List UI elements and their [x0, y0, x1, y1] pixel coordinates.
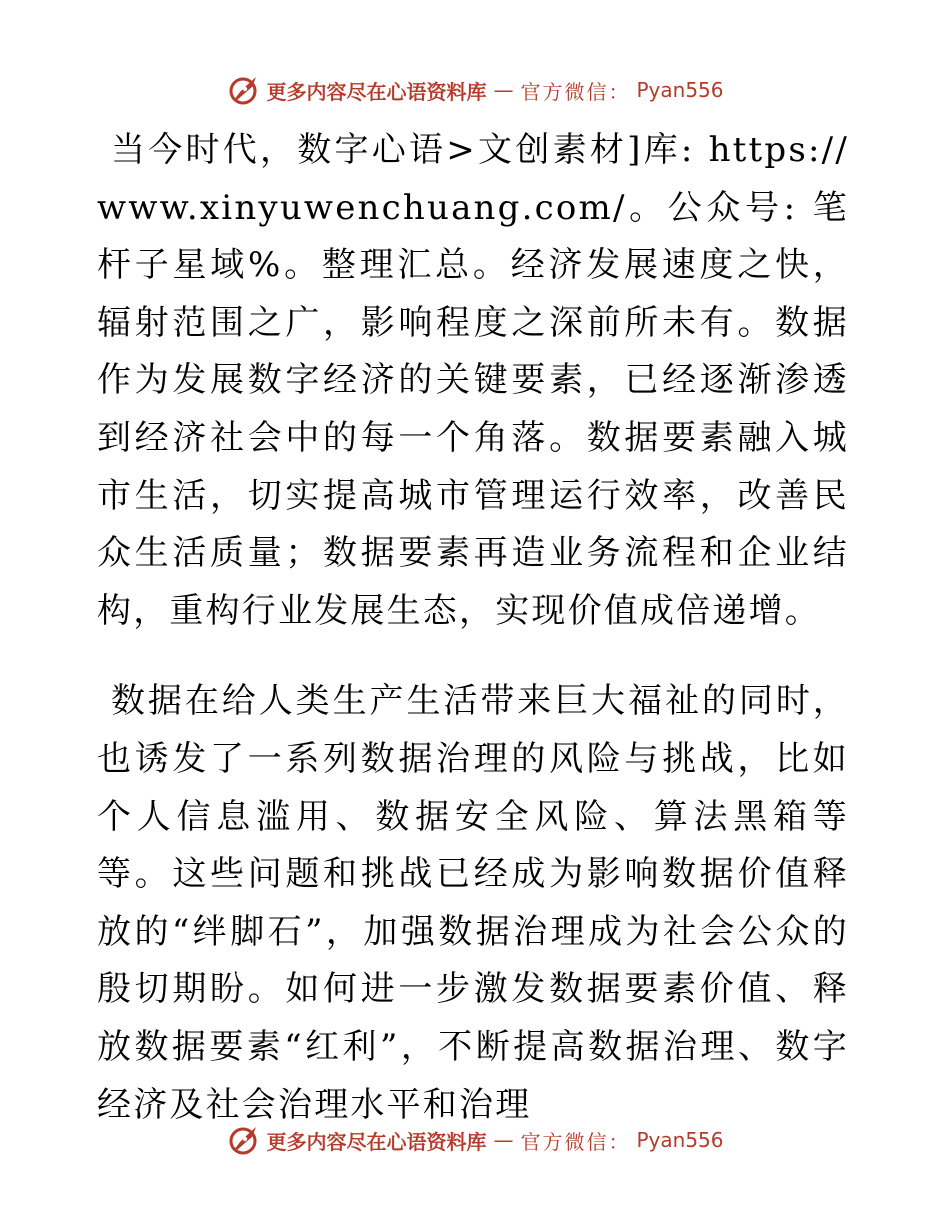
banner-wechat-id: Pyan556 — [636, 1128, 724, 1152]
banner-wechat-label: 官方微信： — [520, 79, 631, 104]
document-body — [97, 122, 849, 1134]
header-banner — [0, 70, 950, 110]
banner-wechat-label: 官方微信： — [520, 1129, 631, 1154]
pen-nib-logo-icon — [226, 73, 260, 107]
banner-dash: — — [493, 1128, 514, 1152]
banner-dash: — — [493, 78, 514, 102]
banner-main-text: 更多内容尽在心语资料库 — [266, 1129, 487, 1154]
pen-nib-logo-icon — [226, 1123, 260, 1157]
paragraph-1: 当今时代，数字心语>文创素材]库: https://www.xinyuwenchuang.com/。公众号: 笔杆子星域%。整理汇总。经济发展速度之快，辐射范围之广，影响程度之深前所未有。数据作为发展数字经济的关键要素，已经逐渐渗透到经济社会中的每一个角落。数据要素融入城市生活，切实提高城市管理运行效率，改善民众生活质量；数据要素再造业务流程和企业结构，重构行业发展生态，实现价值成倍递增。 — [97, 130, 849, 631]
paragraph-2: 数据在给人类生产生活带来巨大福祉的同时，也诱发了一系列数据治理的风险与挑战，比如个人信息滥用、数据安全风险、算法黑箱等等。这些问题和挑战已经成为影响数据价值释放的“绊脚石”，加强数据治理成为社会公众的殷切期盼。如何进一步激发数据要素价值、释放数据要素“红利”，不断提高数据治理、数字经济及社会治理水平和治理 — [97, 681, 849, 1125]
banner-wechat-id: Pyan556 — [636, 78, 724, 102]
banner-main-text: 更多内容尽在心语资料库 — [266, 79, 487, 104]
footer-banner — [0, 1120, 950, 1160]
